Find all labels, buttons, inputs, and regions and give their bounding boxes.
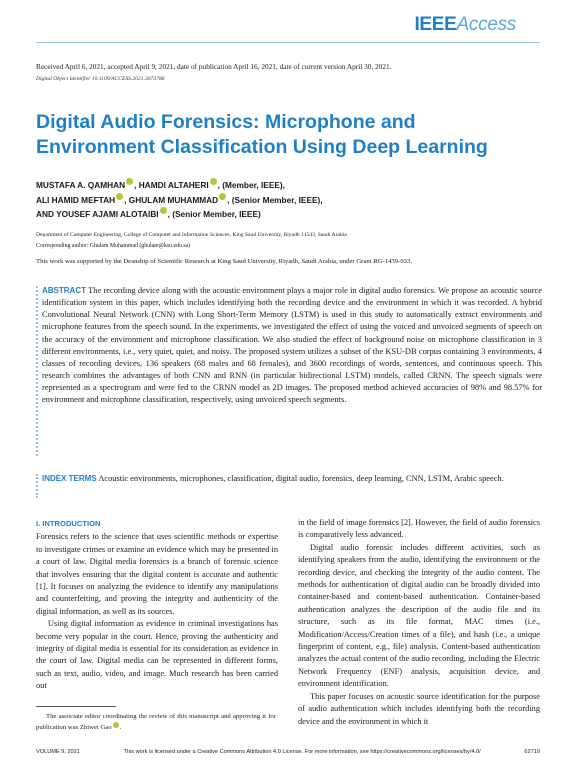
author-list: MUSTAFA A. QAMHAN , HAMDI ALTAHERI , (Member, IEEE), ALI HAMID MEFTAH , GHULAM MUHAMMAD , (Senior Member, IEEE), AND YOUSEF AJAMI ALOTAIBI , (Senior Member, IEEE): [36, 180, 323, 220]
orcid-icon[interactable]: [160, 207, 167, 214]
author-suffix: , (Senior Member, IEEE): [167, 209, 261, 220]
author-suffix: , (Senior Member, IEEE),: [227, 194, 323, 205]
orcid-icon[interactable]: [113, 722, 119, 728]
footnote-rule: [36, 706, 116, 707]
author-name: AND YOUSEF AJAMI ALOTAIBI: [36, 209, 159, 220]
author-suffix: , (Member, IEEE),: [217, 180, 285, 190]
index-terms-text: Acoustic environments, microphones, classification, digital audio, forensics, deep learning, CNN, LSTM, Arabic speech.: [98, 474, 504, 483]
volume-label: VOLUME 9, 2021: [36, 749, 80, 755]
footnote-text: The associate editor coordinating the review of this manuscript and approving it for publication was Zhiwei Gao: [36, 713, 276, 731]
author-name: MUSTAFA A. QAMHAN: [36, 180, 126, 190]
logo-ieee: IEEE: [414, 14, 457, 35]
header-rule: [36, 42, 540, 43]
paragraph: This paper focuses on acoustic source identification for the purpose of audio authentication which includes identifying both the recording device and the environment in which it: [298, 691, 540, 726]
publication-dates: Received April 6, 2021, accepted April 9, 2021, date of publication April 16, 2021, date of current version April 30, 2021.: [36, 62, 392, 71]
abstract: [42, 285, 542, 407]
paragraph: Forensics refers to the science that uses scientific methods or expertise to investigate crimes or examine an evidence which may be presented in a court of law. Digital media forensics is a branch of forensic science that involves ensuring that the digital content is accurate and authentic [1]. It focuses on analyzing the evidence to identify any manipulations and counterfeiting, and proving the integrity and authenticity of the digital information, as well as its sources.: [36, 532, 278, 616]
abstract-text: The recording device along with the acoustic environment plays a major role in digital audio forensics. We propose an acoustic source identification system in this paper, which includes identifying both the recording device and the environment in which it was recorded. A hybrid Convolutional Neural Network (CNN) with Long Short-Term Memory (LSTM) is used in this study to automatically extract environments and microphone features from the speech sound. In the experiments, we investigated the effect of using the voiced and unvoiced segments of speech on the accuracy of the environment and microphone classification. We also studied the effect of background noise on microphone classification in 3 different environments, i.e., very quiet, quiet, and noisy. The proposed system utilizes a subset of the KSU-DB corpus containing 3 environments, 4 classes of recording devices, 136 speakers (68 males and 68 females), and 3600 recordings of words, sentences, and continuous speech. This research combines the advantages of both CNN and RNN (in particular bidirectional LSTM) models, called CRNN. The speech signals were represented as a spectrogram and were fed to the CRNN model as 2D images. The proposed method achieved accuracies of 98% and 98.57% for environment and microphone classification, respectively, using unvoiced speech segments.: [42, 286, 542, 405]
author-name: ALI HAMID MEFTAH: [36, 194, 116, 205]
license-note[interactable]: This work is licensed under a Creative Commons Attribution 4.0 License. For more information, see https://creativecommons.org/licenses/by/4.0/: [123, 749, 481, 755]
abstract-side-bar: [36, 286, 38, 456]
page-number: 62719: [524, 749, 540, 755]
orcid-icon[interactable]: [210, 178, 217, 185]
orcid-icon[interactable]: [116, 193, 123, 200]
index-terms-label: INDEX TERMS: [42, 474, 97, 483]
paragraph: in the field of image forensics [2]. However, the field of audio forensics is comparatively less advanced.: [298, 518, 540, 540]
orcid-icon[interactable]: [219, 193, 226, 200]
paragraph: Digital audio forensic includes different activities, such as identifying speakers from the audio, identifying the environment or the recording device, and checking the integrity of the audio content. The methods for authentication of digital audio can be broadly divided into container-based and content-based authentication. Container-based authentication analyzes the description of the audio file and its structure, such as its file format, MAC times (i.e., Modification/Access/Creation times of a file), and hash (i.e., a unique fingerprint of content, e.g., file) analysis. Content-based authentication analyzes the actual content of the audio recording, including the Electric Network Frequency (ENF) analysis, acquisition device, and environment identification.: [298, 542, 540, 689]
funding-note: This work was supported by the Deanship of Scientific Research at King Saud University, Riyadh, Saudi Arabia, under Grant RG-1439-033.: [36, 258, 413, 265]
corresponding-author: Corresponding author: Ghulam Muhammad (ghulam@ksu.edu.sa): [36, 243, 191, 249]
journal-logo: [414, 14, 516, 36]
orcid-icon[interactable]: [126, 178, 133, 185]
right-column: [298, 517, 540, 728]
left-column: [36, 518, 278, 693]
author-name: HAMDI ALTAHERI: [138, 180, 209, 190]
doi[interactable]: Digital Object Identifier 10.1109/ACCESS.2021.3073786: [36, 76, 165, 82]
abstract-label: ABSTRACT: [42, 286, 86, 295]
logo-access: Access: [456, 14, 516, 35]
index-terms-side-bar: [36, 474, 38, 498]
paragraph: Using digital information as evidence in criminal investigations has become very popular in the court. Hence, proving the authenticity and integrity of digital media is essential for its consideration as evidence in the court of law. Digital media can be represented in different forms, such as text, audio, video, and image. Much research has been carried out: [36, 619, 278, 691]
paper-title: Digital Audio Forensics: Microphone and Environment Classification Using Deep Learning: [36, 111, 488, 158]
author-name: GHULAM MUHAMMAD: [128, 194, 219, 205]
section-heading: I. INTRODUCTION: [36, 519, 101, 528]
affiliation: Department of Computer Engineering, College of Computer and Information Sciences, King Saud University, Riyadh 11543, Saudi Arabia: [36, 232, 347, 238]
footnote: The associate editor coordinating the review of this manuscript and approving it for publication was Zhiwei Gao .: [36, 713, 276, 731]
index-terms: [42, 473, 542, 485]
page-footer: [36, 749, 540, 755]
